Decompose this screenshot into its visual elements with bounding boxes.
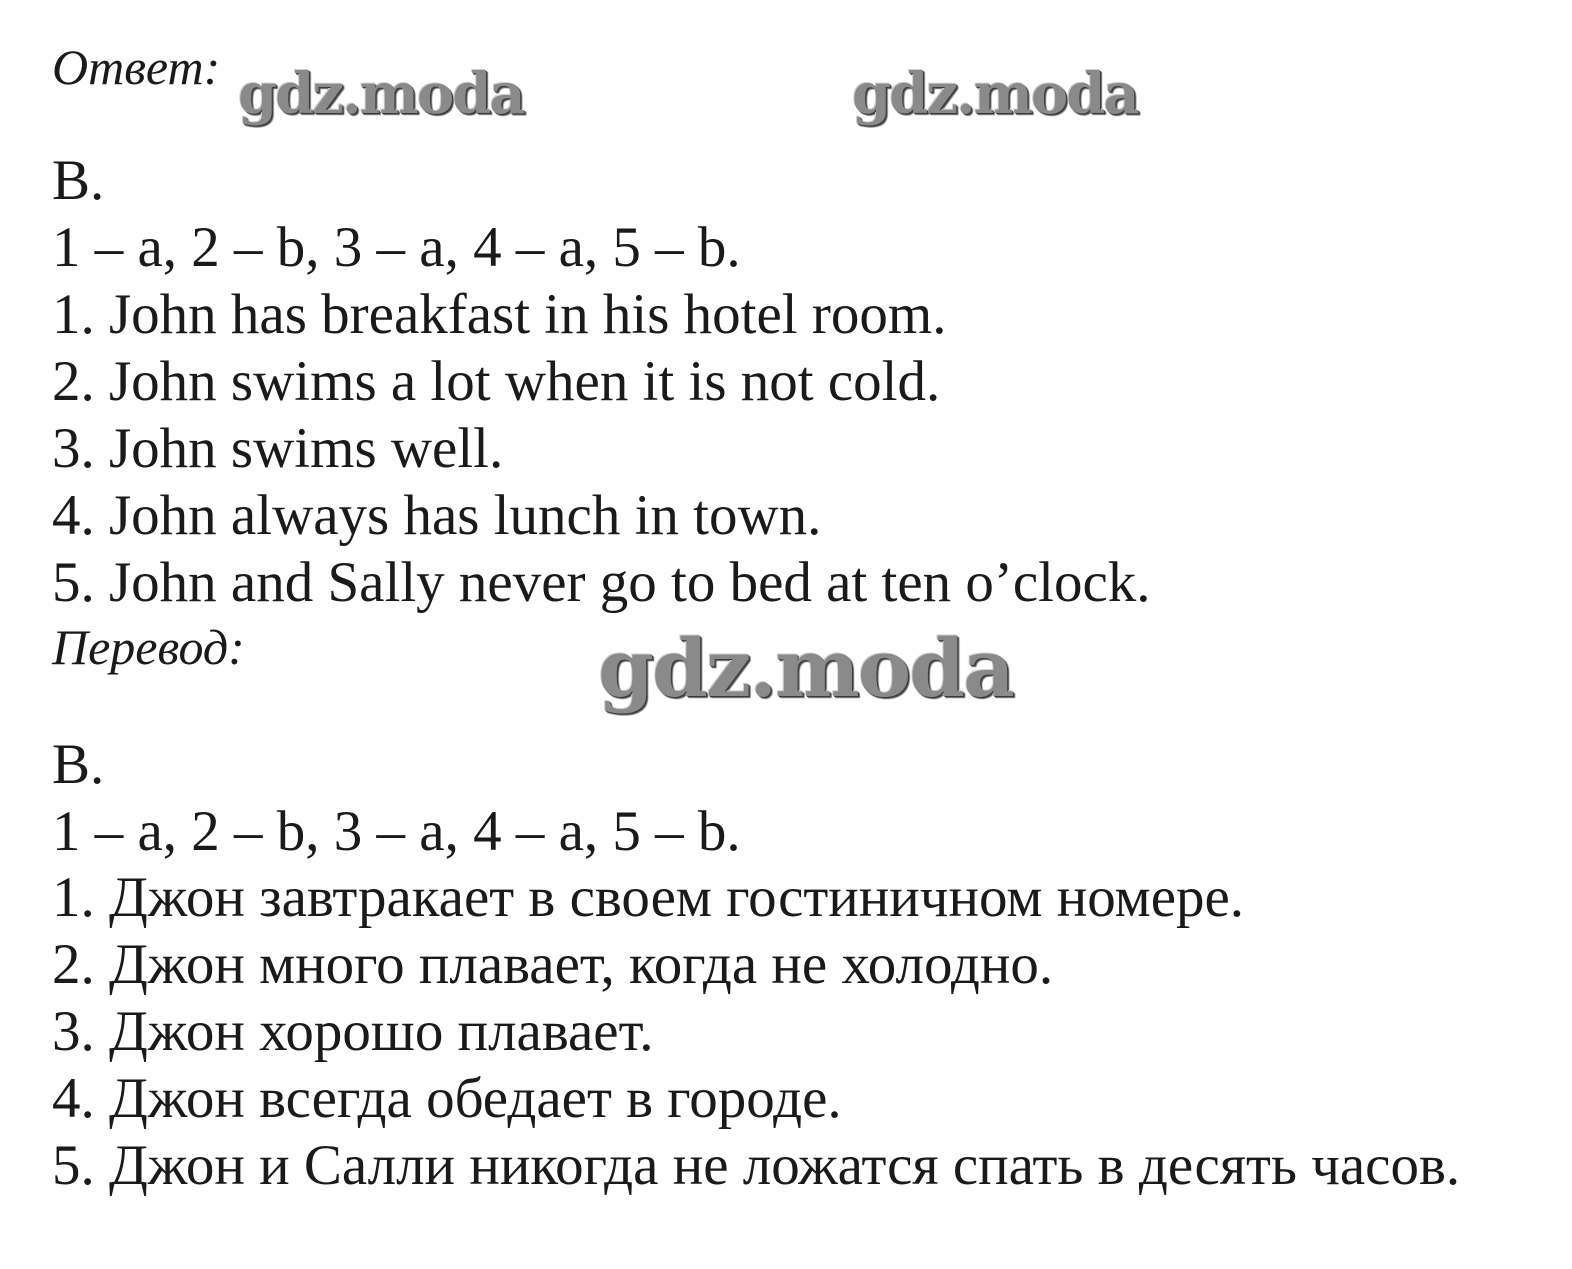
watermark-logo: gdz.moda xyxy=(238,61,524,127)
translation-key: 1 – a, 2 – b, 3 – a, 4 – a, 5 – b. xyxy=(52,800,741,863)
translation-item: 3. Джон хорошо плавает. xyxy=(52,1000,654,1063)
answer-label: Ответ: xyxy=(52,39,221,95)
answer-item: 4. John always has lunch in town. xyxy=(52,484,822,547)
translation-section-heading: B. xyxy=(52,733,105,796)
translation-item: 5. Джон и Салли никогда не ложатся спать в десять часов. xyxy=(52,1134,1461,1197)
answer-item: 3. John swims well. xyxy=(52,417,504,480)
translation-item: 2. Джон много плавает, когда не холодно. xyxy=(52,933,1054,996)
translation-item: 1. Джон завтракает в своем гостиничном номере. xyxy=(52,866,1245,929)
watermark-logo: gdz.moda xyxy=(852,61,1138,127)
answer-section-heading: B. xyxy=(52,149,105,212)
answer-key: 1 – a, 2 – b, 3 – a, 4 – a, 5 – b. xyxy=(52,216,741,279)
answer-item: 1. John has breakfast in his hotel room. xyxy=(52,283,947,346)
answer-item: 5. John and Sally never go to bed at ten o’clock. xyxy=(52,551,1151,614)
translation-label: Перевод: xyxy=(52,619,245,675)
translation-item: 4. Джон всегда обедает в городе. xyxy=(52,1067,842,1130)
answer-item: 2. John swims a lot when it is not cold. xyxy=(52,350,941,413)
watermark-logo: gdz.moda xyxy=(598,621,1013,715)
